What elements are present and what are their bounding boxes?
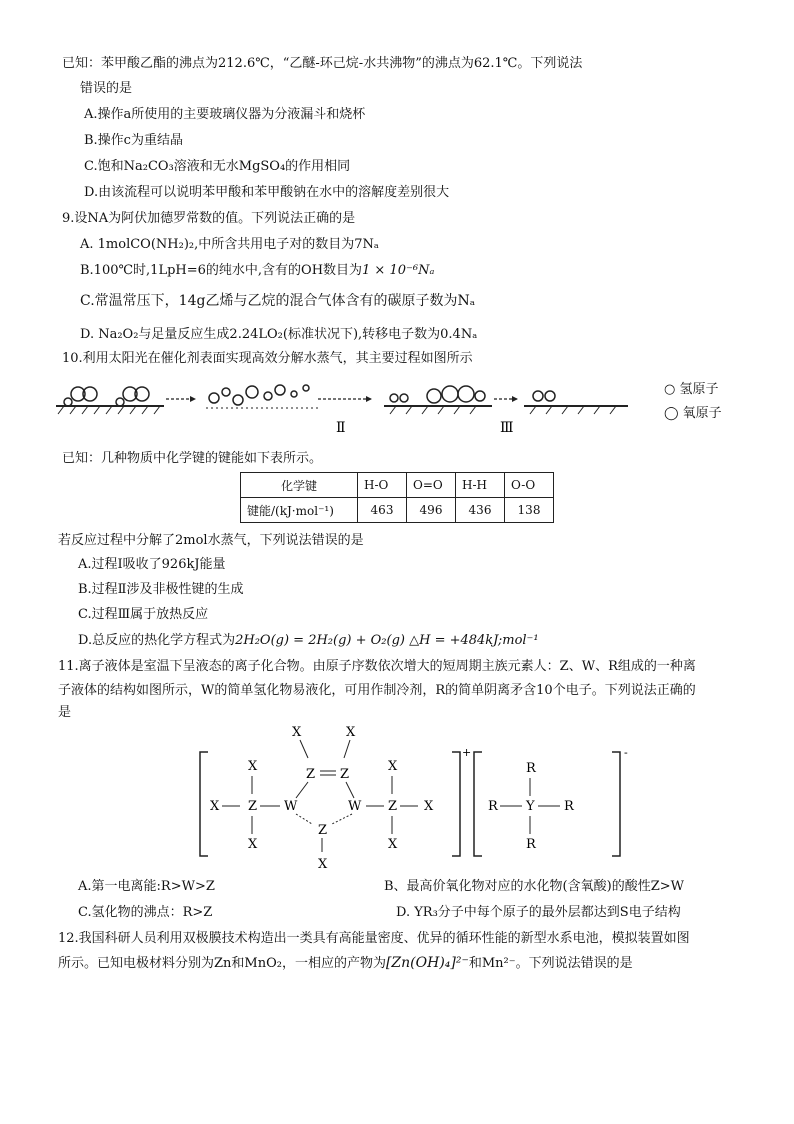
q10-option-b: B.过程Ⅱ涉及非极性键的生成	[78, 582, 244, 597]
svg-text:Z: Z	[340, 767, 350, 782]
q9-stem: 9.设NA为阿伏加德罗常数的值。下列说法正确的是	[62, 211, 356, 226]
svg-text:X: X	[346, 725, 356, 740]
svg-text:W: W	[284, 799, 298, 814]
q11-option-a: A.第一电离能:R>W>Z	[78, 879, 215, 894]
bond-energy-table	[240, 472, 554, 523]
svg-text:Z: Z	[248, 799, 258, 814]
q8-option-d: D.由该流程可以说明苯甲酸和苯甲酸钠在水中的溶解度差别很大	[84, 185, 450, 200]
svg-text:R: R	[564, 799, 574, 814]
svg-text:+: +	[462, 746, 472, 759]
q12-stem-line2a: 所示。已知电极材料分别为Zn和MnO₂，一相应的产物为	[58, 956, 386, 971]
q8-option-b: B.操作c为重结晶	[84, 133, 183, 148]
table-cell: 463	[358, 498, 407, 523]
svg-text:X: X	[292, 725, 302, 740]
q11-stem-line2: 子液体的结构如图所示，W的简单氢化物易液化，可用作制冷剂，R的简单阴离矛含10个电子。下列说法正确的	[58, 683, 696, 698]
svg-text:R: R	[526, 761, 536, 776]
table-row-label: 键能/(kJ·mol⁻¹)	[241, 498, 358, 523]
q12-stem-line2b: 和Mn²⁻。下列说法错误的是	[468, 956, 633, 971]
stage2-atoms	[209, 385, 309, 405]
legend-oxygen: ◯ 氧原子	[664, 406, 722, 421]
q12-stem-line2	[58, 954, 633, 973]
svg-text:X: X	[388, 759, 398, 774]
q8-option-c: C.饱和Na₂CO₃溶液和无水MgSO₄的作用相同	[84, 159, 351, 174]
q11-option-d: D. YR₃分子中每个原子的最外层都达到S电子结构	[396, 905, 681, 920]
q10-option-d-text: D.总反应的热化学方程式为	[78, 633, 236, 648]
q11-stem-line3: 是	[58, 705, 72, 720]
table-cell: 496	[407, 498, 456, 523]
q9-option-b	[80, 262, 434, 280]
stage4-molecules	[533, 391, 555, 401]
q10-option-c: C.过程Ⅲ属于放热反应	[78, 607, 209, 622]
svg-text:R: R	[488, 799, 498, 814]
q10-option-a: A.过程Ⅰ吸收了926kJ能量	[78, 557, 226, 572]
q9-option-b-math: 1 × 10⁻⁶Nₐ	[362, 263, 435, 278]
q10-option-d	[78, 632, 539, 650]
legend-hydrogen: ○ 氢原子	[664, 382, 719, 397]
table-header-cell: H-H	[456, 473, 505, 498]
stage2-label: Ⅱ	[336, 420, 346, 436]
q12-stem-math: [Zn(OH)₄]²⁻	[385, 955, 469, 971]
svg-text:R: R	[526, 837, 536, 852]
q8-intro-line2: 错误的是	[80, 81, 133, 96]
svg-text:X: X	[248, 759, 258, 774]
svg-text:-: -	[624, 746, 628, 759]
stage3-label: Ⅲ	[500, 420, 514, 436]
svg-text:X: X	[388, 837, 398, 852]
ionic-liquid-structure	[196, 722, 636, 872]
q11-option-c: C.氢化物的沸点：R>Z	[78, 905, 213, 920]
q9-option-d: D. Na₂O₂与足量反应生成2.24LO₂(标准状况下),转移电子数为0.4Nₐ	[80, 327, 478, 342]
q9-option-a: A. 1molCO(NH₂)₂,中所含共用电子对的数目为7Nₐ	[80, 237, 379, 252]
q10-option-d-math: 2H₂O(g) = 2H₂(g) + O₂(g) △H = +484kJ;mol⁻¹	[235, 633, 539, 648]
svg-text:X: X	[210, 799, 220, 814]
svg-text:X: X	[248, 837, 258, 852]
q8-intro-line1: 已知：苯甲酸乙酯的沸点为212.6℃，“乙醚-环己烷-水共沸物”的沸点为62.1℃。下列说法	[62, 56, 583, 71]
q9-option-b-text: B.100℃时,1LpH=6的纯水中,含有的OH数目为	[80, 263, 363, 278]
stage1-water-molecules	[64, 387, 149, 406]
svg-text:Z: Z	[306, 767, 316, 782]
svg-text:Z: Z	[388, 799, 398, 814]
table-header-cell: O-O	[505, 473, 554, 498]
table-header-cell: O=O	[407, 473, 456, 498]
q11-stem-line1: 11.离子液体是室温下呈液态的离子化合物。由原子序数依次增大的短周期主族元素人：Z、W、R组成的一种离	[58, 659, 696, 674]
svg-text:Y: Y	[526, 799, 535, 814]
stage3-molecules	[390, 386, 485, 403]
q10-known: 已知：几种物质中化学键的键能如下表所示。	[62, 451, 323, 466]
water-splitting-diagram	[56, 372, 656, 442]
q12-stem-line1: 12.我国科研人员利用双极膜技术构造出一类具有高能量密度、优异的循环性能的新型水系电池，模拟装置如图	[58, 931, 690, 946]
q11-option-b: B、最高价氧化物对应的水化物(含氧酸)的酸性Z>W	[384, 879, 684, 894]
svg-text:X: X	[318, 857, 328, 872]
svg-text:X: X	[424, 799, 434, 814]
svg-text:Z: Z	[318, 823, 328, 838]
q8-option-a: A.操作a所使用的主要玻璃仪器为分液漏斗和烧杯	[84, 107, 366, 122]
table-cell: 138	[505, 498, 554, 523]
q10-stem: 10.利用太阳光在催化剂表面实现高效分解水蒸气，其主要过程如图所示	[62, 351, 473, 366]
q10-condition: 若反应过程中分解了2mol水蒸气，下列说法错误的是	[58, 533, 364, 548]
q9-option-c: C.常温常压下，14g乙烯与乙烷的混合气体含有的碳原子数为Nₐ	[80, 293, 476, 309]
table-header-cell: 化学键	[241, 473, 358, 498]
table-row	[241, 498, 554, 523]
table-cell: 436	[456, 498, 505, 523]
table-header-cell: H-O	[358, 473, 407, 498]
svg-text:W: W	[348, 799, 362, 814]
table-row	[241, 473, 554, 498]
